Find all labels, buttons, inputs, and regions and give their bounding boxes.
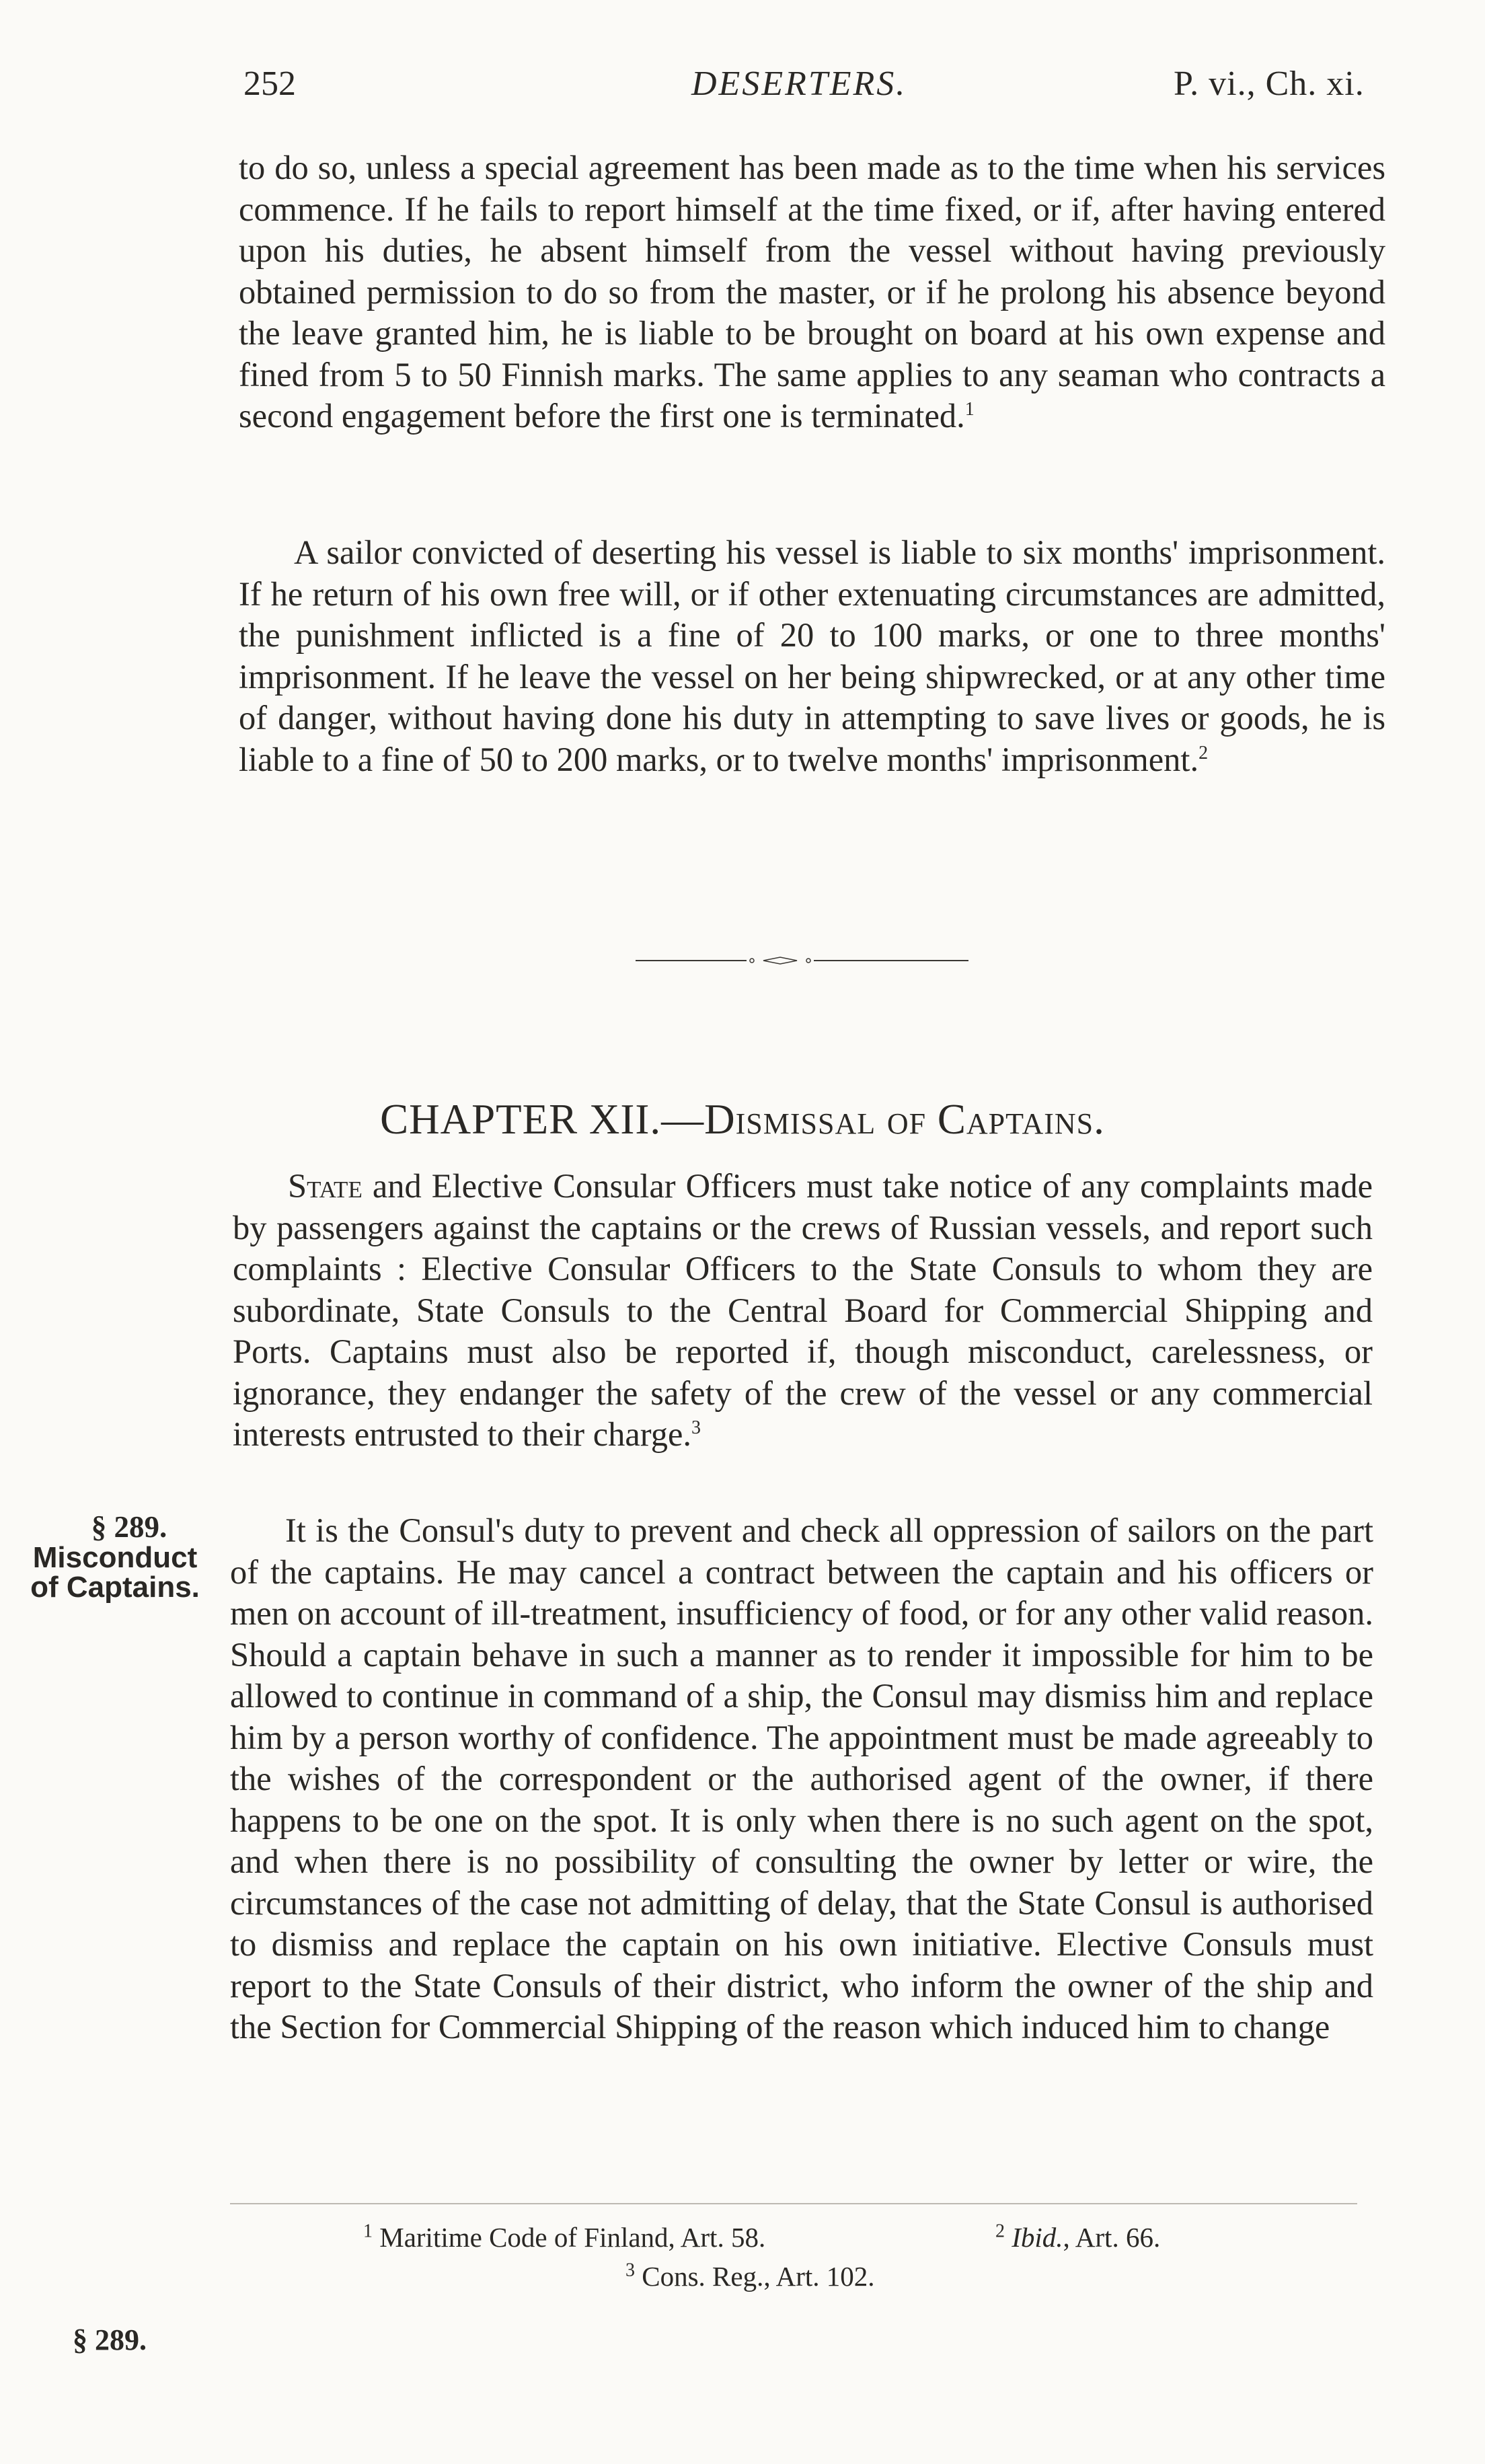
paragraph-2: A sailor convicted of deserting his vessel is liable to six months' imprisonment. If he return of his own free will, or if other extenuating circumstances are admitted, the punishment inflicted is a fine of 20 to 100 marks, or one to three months' imprisonment. If he leave the vessel on her being shipwrecked, or at any other time of danger, without having done his duty in attempting to save lives or goods, he is liable to a fine of 50 to 200 marks, or to twelve months' imprisonment.$^2$ xyxy=(239,533,1385,778)
running-header xyxy=(0,64,1485,118)
part-chapter-ref: P. vi., Ch. xi. xyxy=(1174,65,1365,103)
page-number: 252 xyxy=(243,65,296,103)
margin-heading-line1: Misconduct xyxy=(32,1541,198,1574)
chapter-title: Dismissal of Captains. xyxy=(704,1096,1105,1143)
bottom-section-marker: § 289. xyxy=(73,2323,147,2356)
running-title: DESERTERS. xyxy=(691,65,907,103)
footnote-ref-1: 1 xyxy=(964,399,975,420)
paragraph-4: It is the Consul's duty to prevent and check all oppression of sailors on the part of the captains. He may cancel a contract between the captain and his officers or men on account of ill-treatment, insufficiency of food, or for any other valid reason. Should a captain behave in such a manner as to render it impossible for him to be allowed to continue in command of a ship, the Consul may dismiss him and replace him by a person worthy of confidence. The appointment must be made agreeably to the wishes of the correspondent or the authorised agent of the owner, if there happens to be one on the spot. It is only when there is no such agent on the spot, and when there is no possibility of consulting the owner by letter or wire, the circumstances of the case not admitting of delay, that the State Consul is authorised to dismiss and replace the captain on his own initiative. Elective Consuls must report to the State Consuls of their district, who inform the owner of the ship and the Section for Commercial Shipping of the reason which induced him to change xyxy=(230,1511,1373,2046)
paragraph-3: State and Elective Consular Officers must take notice of any complaints made by passengers against the captains or the crews of Russian vessels, and report such complaints : Elective Consular Officers to the State Consuls to whom they are subordinate, State Consuls to the Central Board for Commercial Shipping and Ports. Captains must also be reported if, though misconduct, carelessness, or ignorance, they endanger the safety of the crew of the vessel or any commercial interests entrusted to their charge.$^3$ xyxy=(233,1167,1373,1453)
footnote-ref-2: 2 xyxy=(1198,742,1209,763)
footnote-rule xyxy=(230,2203,1357,2204)
footnote-ref-3: 3 xyxy=(691,1417,701,1439)
margin-section-number: § 289. xyxy=(91,1510,167,1544)
margin-heading-line2: of Captains. xyxy=(30,1571,200,1604)
footnote-3: $^3$ Cons. Reg., Art. 102. xyxy=(625,2260,875,2292)
section-divider-ornament xyxy=(636,954,972,967)
footnote-1: $^1$ Maritime Code of Finland, Art. 58. xyxy=(363,2220,766,2253)
paragraph-1: to do so, unless a special agreement has been made as to the time when his services commence. If he fails to report himself at the time fixed, or if, after having entered upon his duties, he absent himself from the vessel without having previously obtained permission to do so from the master, or if he prolong his absence beyond the leave granted him, he is liable to be brought on board at his own expense and fined from 5 to 50 Finnish marks. The same applies to any seaman who contracts a second engagement before the first one is terminated.$^1$ xyxy=(239,149,1385,435)
chapter-heading: CHAPTER XII.—Dismissal of Captains. xyxy=(380,1096,1105,1143)
footnote-2: $^2$ Ibid., Art. 66. xyxy=(995,2220,1161,2253)
